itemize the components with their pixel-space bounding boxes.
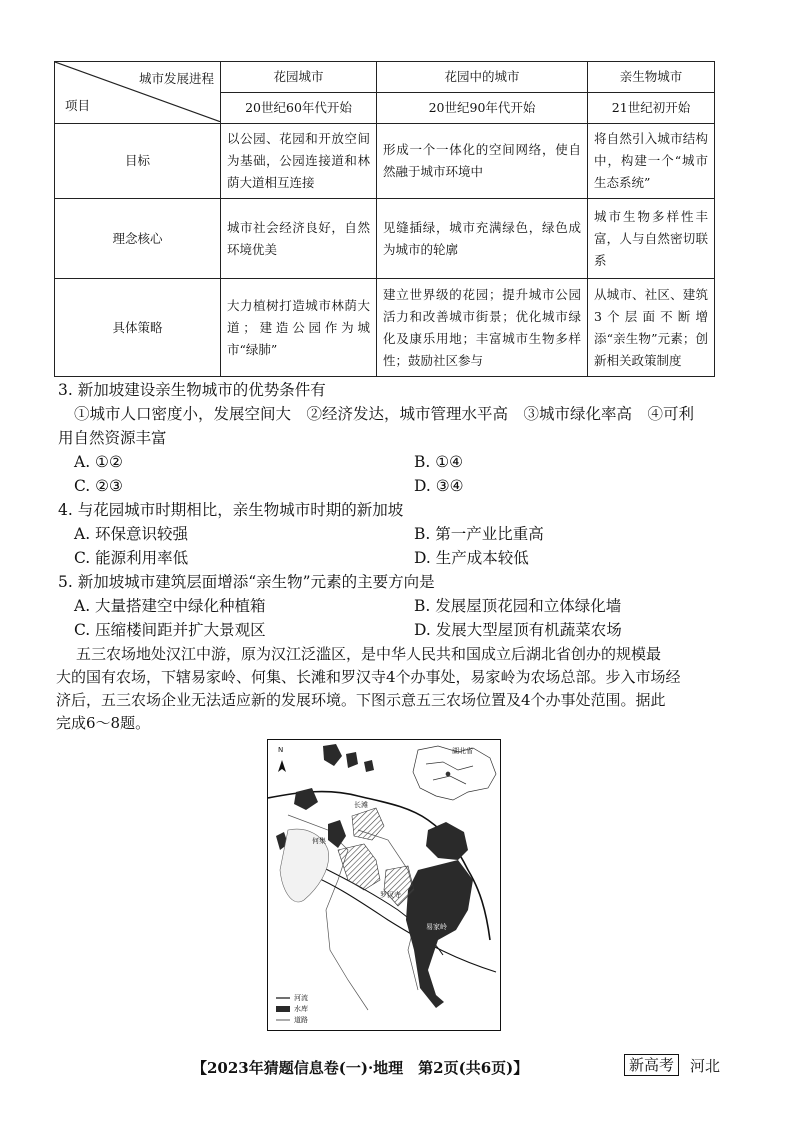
question-3-items-cont: 用自然资源丰富 — [58, 429, 167, 447]
page-footer: 【2023年猜题信息卷(一)·地理 第2页(共6页)】 — [192, 1059, 529, 1077]
table-cell: 建立世界级的花园；提升城市公园活力和改善城市街景；优化城市绿化及康乐用地；丰富城市生物多样性；鼓励社区参与 — [377, 279, 588, 377]
table-diagonal-header — [55, 62, 221, 124]
period-garden-city: 20世纪60年代开始 — [221, 93, 377, 124]
period-city-in-garden: 20世纪90年代开始 — [377, 93, 588, 124]
q5-option-c[interactable]: C. 压缩楼间距并扩大景观区 — [74, 621, 266, 639]
legend-reservoir: 水库 — [294, 1005, 308, 1013]
table-cell: 城市生物多样性丰富，人与自然密切联系 — [588, 199, 715, 279]
question-3-stem: 3. 新加坡建设亲生物城市的优势条件有 — [58, 381, 326, 399]
legend-road: 道路 — [294, 1016, 308, 1024]
map-drawing — [268, 740, 500, 1030]
column-header-garden-city: 花园城市 — [221, 62, 377, 93]
city-development-table — [54, 61, 715, 377]
column-header-city-in-garden: 花园中的城市 — [377, 62, 588, 93]
brand-badge: 新高考 — [624, 1054, 679, 1076]
region-label: 河北 — [690, 1057, 721, 1075]
period-biophilic-city: 21世纪初开始 — [588, 93, 715, 124]
question-5-stem: 5. 新加坡城市建筑层面增添“亲生物”元素的主要方向是 — [58, 573, 435, 591]
map-legend — [276, 998, 290, 1020]
q3-option-d[interactable]: D. ③④ — [414, 477, 464, 495]
table-cell: 城市社会经济良好，自然环境优美 — [221, 199, 377, 279]
table-cell: 以公园、花园和开放空间为基础，公园连接道和林荫大道相互连接 — [221, 124, 377, 199]
place-label-heji: 何集 — [312, 837, 326, 845]
passage-line-4: 完成6～8题。 — [56, 714, 151, 732]
question-3-items: ①城市人口密度小，发展空间大 ②经济发达，城市管理水平高 ③城市绿化率高 ④可利 — [74, 405, 695, 423]
q4-option-a[interactable]: A. 环保意识较强 — [74, 525, 189, 543]
question-4-stem: 4. 与花园城市时期相比，亲生物城市时期的新加坡 — [58, 501, 404, 519]
place-label-changtan: 长滩 — [354, 801, 368, 809]
north-arrow-icon — [278, 760, 286, 772]
legend-river: 河流 — [294, 994, 308, 1002]
column-header-biophilic-city: 亲生物城市 — [588, 62, 715, 93]
q5-option-d[interactable]: D. 发展大型屋顶有机蔬菜农场 — [414, 621, 622, 639]
q5-option-a[interactable]: A. 大量搭建空中绿化种植箱 — [74, 597, 266, 615]
table-cell: 形成一个一体化的空间网络，使自然融于城市环境中 — [377, 124, 588, 199]
header-item-label: 项目 — [65, 98, 91, 113]
q3-option-b[interactable]: B. ①④ — [414, 453, 464, 471]
office-areas — [338, 808, 414, 906]
q4-option-b[interactable]: B. 第一产业比重高 — [414, 525, 544, 543]
q4-option-c[interactable]: C. 能源利用率低 — [74, 549, 189, 567]
place-label-luohansi: 罗汉寺 — [380, 891, 401, 899]
table-cell: 将自然引入城市结构中，构建一个“城市生态系统” — [588, 124, 715, 199]
table-cell: 从城市、社区、建筑3个层面不断增添“亲生物”元素；创新相关政策制度 — [588, 279, 715, 377]
table-cell: 大力植树打造城市林荫大道；建造公园作为城市“绿肺” — [221, 279, 377, 377]
q4-option-d[interactable]: D. 生产成本较低 — [414, 549, 529, 567]
passage-line-1: 五三农场地处汉江中游，原为汉江泛滥区，是中华人民共和国成立后湖北省创办的规模最 — [76, 645, 662, 663]
q3-option-c[interactable]: C. ②③ — [74, 477, 123, 495]
table-cell: 见缝插绿，城市充满绿色，绿色成为城市的轮廓 — [377, 199, 588, 279]
province-label: 湖北省 — [452, 747, 473, 755]
header-stage-label: 城市发展进程 — [138, 71, 214, 86]
place-label-yijialing: 易家岭 — [426, 923, 447, 931]
q5-option-b[interactable]: B. 发展屋顶花园和立体绿化墙 — [414, 597, 622, 615]
row-label-strategy: 具体策略 — [55, 279, 221, 377]
row-label-core-concept: 理念核心 — [55, 199, 221, 279]
north-label: N — [278, 746, 284, 754]
row-label-goal: 目标 — [55, 124, 221, 199]
passage-line-3: 济后，五三农场企业无法适应新的发展环境。下图示意五三农场位置及4个办事处范围。据此 — [56, 691, 666, 709]
q3-option-a[interactable]: A. ①② — [74, 453, 123, 471]
passage-line-2: 大的国有农场，下辖易家岭、何集、长滩和罗汉寺4个办事处，易家岭为农场总部。步入市场经 — [56, 668, 681, 686]
wusan-farm-map — [267, 739, 501, 1031]
